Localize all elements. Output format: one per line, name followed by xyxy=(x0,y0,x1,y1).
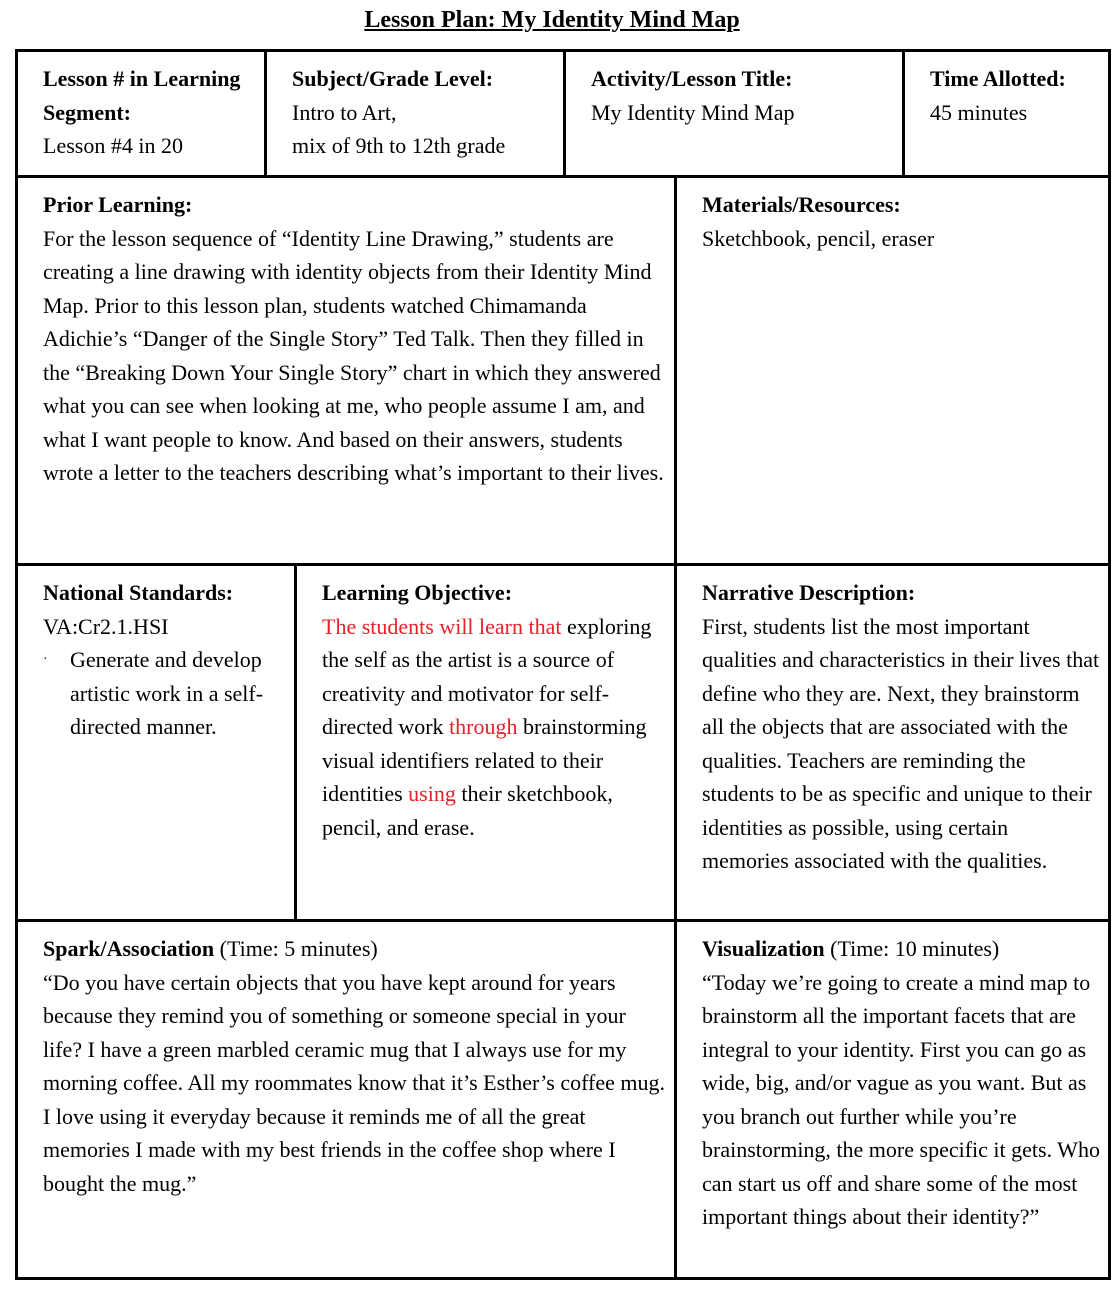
standards-code: VA:Cr2.1.HSI xyxy=(43,613,169,639)
time-allotted-label: Time Allotted: xyxy=(930,66,1066,91)
prior-learning-text: For the lesson sequence of “Identity Line Drawing,” students are creating a line drawing with identity objects from their Identity Mind Map. Prior to this lesson plan, students watched Chimamanda Adichie’s “Danger of the Single Story” Ted Talk. Then they filled in the “Breaking Down Your Single Story” chart in which they answered what you can see when looking at me, who people assume I am, and what I want people to know. And based on their answers, students wrote a letter to the teachers describing what’s important to their lives. xyxy=(43,225,664,485)
prior-learning-cell xyxy=(18,178,674,563)
learning-objective-cell xyxy=(297,566,674,919)
spark-text: “Do you have certain objects that you have kept around for years because they remind you of something or someone special in your life? I have a green marbled ceramic mug that I always use for my morning coffee. All my roommates know that it’s Esther’s coffee mug. I love using it everyday because it reminds me of all the great memories I made with my best friends in the coffee shop where I bought the mug.” xyxy=(43,969,665,1196)
activity-title-cell xyxy=(566,52,902,175)
objective-text-1: exploring the self as the artist is a source of creativity and motivator for self-directed work xyxy=(322,613,652,739)
visualization-heading xyxy=(702,932,1104,966)
subject-grade-value-2: mix of 9th to 12th grade xyxy=(292,133,506,158)
lesson-number-label: Lesson # in Learning Segment: xyxy=(43,66,241,125)
narrative-description-label: Narrative Description: xyxy=(702,580,916,605)
standards-bullet xyxy=(43,643,286,744)
bullet-dot: · xyxy=(43,652,48,667)
subject-grade-cell xyxy=(267,52,563,175)
lesson-plan-table xyxy=(15,49,1111,1280)
time-allotted-value: 45 minutes xyxy=(930,99,1028,125)
spark-heading xyxy=(43,932,666,966)
learning-objective-text xyxy=(322,610,670,845)
subject-grade-label: Subject/Grade Level: xyxy=(292,66,494,91)
objective-red-2: through xyxy=(449,714,518,739)
visualization-label: Visualization xyxy=(702,936,825,961)
narrative-description-cell xyxy=(677,566,1108,919)
visualization-text: “Today we’re going to create a mind map to brainstorm all the important facets that are integral to your identity. First you can go as wide, big, and/or vague as you want. But as you branch out further while you’re brainstorming, the more specific it gets. Who can start us off and share some of the most important things about their identity?” xyxy=(702,969,1100,1229)
activity-title-value: My Identity Mind Map xyxy=(591,99,795,125)
spark-label: Spark/Association xyxy=(43,936,215,961)
spark-association-cell xyxy=(18,922,674,1277)
subject-grade-value-1: Intro to Art, xyxy=(292,99,397,125)
standards-bullet-text: Generate and develop artistic work in a self-directed manner. xyxy=(70,647,264,739)
lesson-number-cell xyxy=(18,52,264,175)
lesson-number-value: Lesson #4 in 20 xyxy=(43,133,183,158)
objective-text-3: their sketchbook, pencil, and erase. xyxy=(322,781,613,840)
activity-title-label: Activity/Lesson Title: xyxy=(591,66,793,91)
time-allotted-cell xyxy=(905,52,1108,175)
materials-cell xyxy=(677,178,1108,563)
materials-label: Materials/Resources: xyxy=(702,192,901,217)
objective-red-3: using xyxy=(408,781,456,806)
page-title: Lesson Plan: My Identity Mind Map xyxy=(364,7,740,33)
visualization-cell xyxy=(677,922,1108,1277)
objective-text-2: brainstorming visual identifiers related to their identities xyxy=(322,714,647,806)
prior-learning-label: Prior Learning: xyxy=(43,192,193,217)
narrative-description-text: First, students list the most important qualities and characteristics in their lives that define who they are. Next, they brainstorm all the objects that are associated with the qualities. Teachers are reminding the students to be as specific and unique to their identities as possible, using certain memories associated with the qualities. xyxy=(702,613,1100,873)
national-standards-label: National Standards: xyxy=(43,580,234,605)
visualization-time: (Time: 10 minutes) xyxy=(830,936,1000,961)
objective-red-1: The students will learn that xyxy=(322,613,562,639)
national-standards-cell xyxy=(18,566,294,919)
spark-time: (Time: 5 minutes) xyxy=(219,936,378,961)
materials-text: Sketchbook, pencil, eraser xyxy=(702,225,935,251)
learning-objective-label: Learning Objective: xyxy=(322,580,513,605)
